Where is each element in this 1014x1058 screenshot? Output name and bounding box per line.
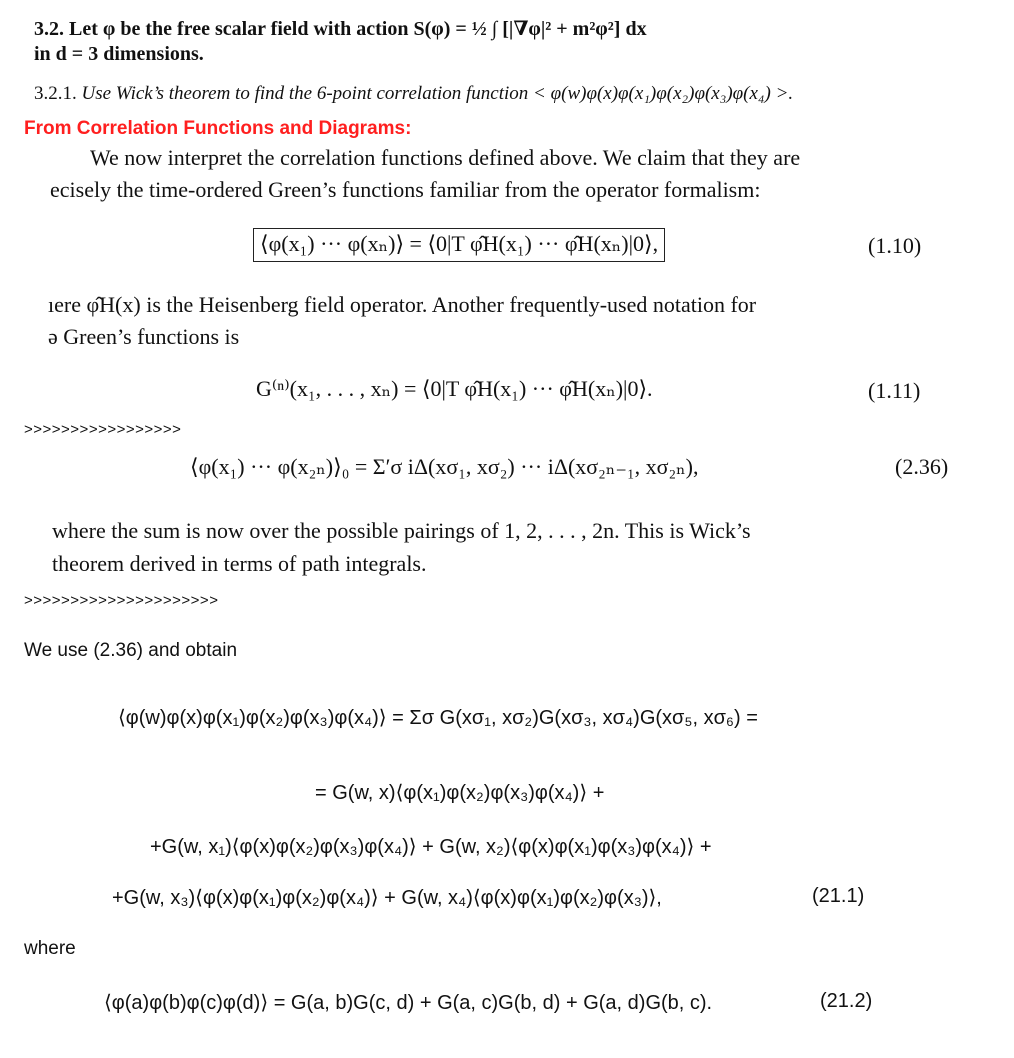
solution-eq-line2: = G(w, x)⟨φ(x₁)φ(x₂)φ(x₃)φ(x₄)⟩ + <box>315 782 605 804</box>
problem-subnumber: 3.2.1. <box>34 83 77 104</box>
excerpt1-line3: ıere φ̂H(x) is the Heisenberg field operator. Another frequently-used notation for <box>48 292 757 317</box>
solution-intro: We use (2.36) and obtain <box>24 640 238 661</box>
equation-1-10: ⟨φ(x₁) ··· φ(xₙ)⟩ = ⟨0|T φ̂H(x₁) ··· φ̂H(xₙ)|0⟩, <box>253 228 665 262</box>
solution-eq-line1: ⟨φ(w)φ(x)φ(x₁)φ(x₂)φ(x₃)φ(x₄)⟩ = Σσ G(xσ₁, xσ₂)G(xσ₃, xσ₄)G(xσ₅, xσ₆) = <box>118 707 758 729</box>
equation-number-1-10: (1.10) <box>868 233 922 258</box>
solution-eq-line3: +G(w, x₁)⟨φ(x)φ(x₂)φ(x₃)φ(x₄)⟩ + G(w, x₂)⟨φ(x)φ(x₁)φ(x₃)φ(x₄)⟩ + <box>150 836 712 858</box>
equation-1-11: G⁽ⁿ⁾(x₁, . . . , xₙ) = ⟨0|T φ̂H(x₁) ··· φ̂H(xₙ)|0⟩. <box>256 376 653 401</box>
excerpt2-line2: theorem derived in terms of path integrals. <box>52 551 427 576</box>
excerpt2-line1: where the sum is now over the possible pairings of 1, 2, . . . , 2n. This is Wick’s <box>52 518 751 543</box>
equation-number-21-1: (21.1) <box>812 885 865 907</box>
where-label: where <box>24 938 76 959</box>
problem-line2: in d = 3 dimensions. <box>34 43 204 65</box>
excerpt1-line4: ə Green’s functions is <box>48 324 240 349</box>
equation-21-2: ⟨φ(a)φ(b)φ(c)φ(d)⟩ = G(a, b)G(c, d) + G(a, c)G(b, d) + G(a, d)G(b, c). <box>104 992 713 1014</box>
equation-number-2-36: (2.36) <box>895 454 949 479</box>
problem-task-row <box>34 82 793 106</box>
excerpt1-line2: ecisely the time-ordered Green’s functions familiar from the operator formalism: <box>50 177 761 202</box>
equation-2-36: ⟨φ(x₁) ··· φ(x₂ₙ)⟩₀ = Σ′σ iΔ(xσ₁, xσ₂) ··· iΔ(xσ₂ₙ₋₁, xσ₂ₙ), <box>190 454 699 479</box>
separator-2: >>>>>>>>>>>>>>>>>>>>> <box>24 592 219 609</box>
solution-eq-line4: +G(w, x₃)⟨φ(x)φ(x₁)φ(x₂)φ(x₄)⟩ + G(w, x₄)⟨φ(x)φ(x₁)φ(x₂)φ(x₃)⟩, <box>112 887 662 909</box>
problem-statement <box>34 17 647 41</box>
equation-number-1-11: (1.11) <box>868 378 921 403</box>
source-heading: From Correlation Functions and Diagrams: <box>24 118 412 139</box>
separator-1: >>>>>>>>>>>>>>>>> <box>24 421 182 438</box>
problem-number: 3.2. <box>34 18 64 40</box>
equation-number-21-2: (21.2) <box>820 990 873 1012</box>
excerpt1-line1: We now interpret the correlation functions defined above. We claim that they are <box>90 145 801 170</box>
problem-task: Use Wick’s theorem to find the 6-point correlation function < φ(w)φ(x)φ(x₁)φ(x₂)φ(x₃)φ(x₄) >. <box>81 83 794 104</box>
problem-line1: Let φ be the free scalar field with action S(φ) = ½ ∫ [|∇φ|² + m²φ²] dx <box>69 18 647 40</box>
